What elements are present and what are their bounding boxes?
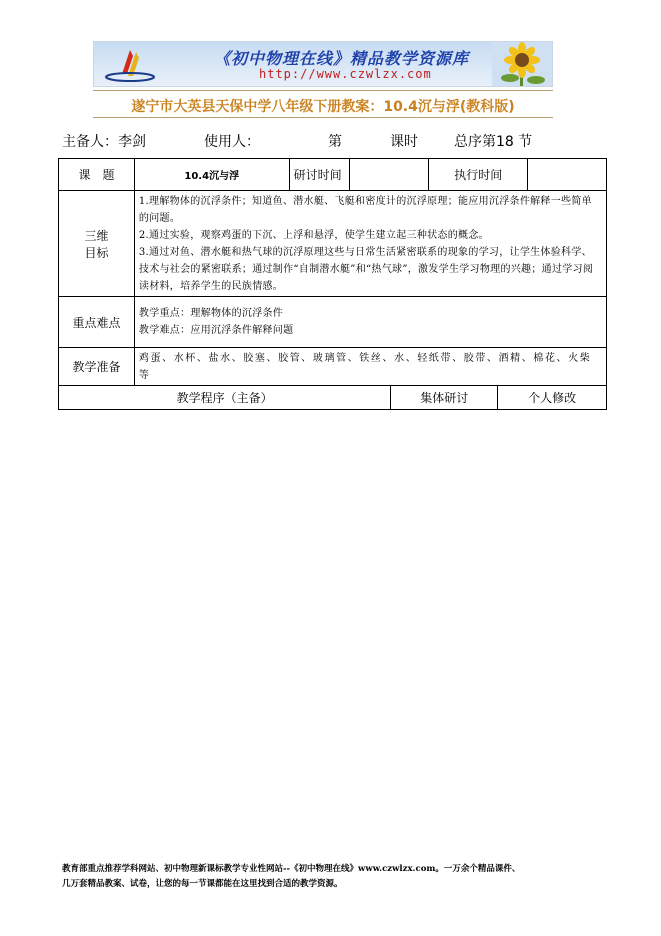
keypoints-row <box>59 297 607 348</box>
footer-line2: 几万套精品教案、试卷，让您的每一节课都能在这里找到合适的教学资源。 <box>62 879 343 889</box>
objective-item: 3.通过对鱼、潜水艇和热气球的沉浮原理这些与日常生活紧密联系的现象的学习，让学生体验科学、技术与社会的紧密联系；通过制作“自制潜水艇”和“热气球”，激发学生学习物理的兴趣；通过学习阅读材料，培养学生的民族情感。 <box>138 246 594 292</box>
total-sequence-label: 总序第18 节 <box>454 134 533 150</box>
research-time-value <box>350 159 429 191</box>
objectives-label <box>59 191 135 297</box>
personal-revision-label: 个人修改 <box>498 386 607 410</box>
document-title: 遂宁市大英县天保中学八年级下册教案：10.4沉与浮(教科版) <box>131 99 515 115</box>
page-footer <box>62 862 602 892</box>
objectives-content <box>134 191 606 297</box>
keypoints-label: 重点难点 <box>59 297 135 348</box>
header-banner <box>93 41 553 87</box>
research-time-label: 研讨时间 <box>289 159 350 191</box>
lesson-number-label: 第 <box>328 134 342 150</box>
collective-discussion-label: 集体研讨 <box>391 386 498 410</box>
preparation-label: 教学准备 <box>59 348 135 386</box>
lesson-plan-table <box>58 158 607 410</box>
keypoint-focus: 教学重点：理解物体的沉浮条件 <box>138 308 284 319</box>
topic-label: 课 题 <box>59 159 135 191</box>
site-logo-icon <box>100 46 160 84</box>
topic-row <box>59 159 607 191</box>
sunflower-icon <box>492 42 552 87</box>
objective-item: 2.通过实验，观察鸡蛋的下沉、上浮和悬浮，使学生建立起三种状态的概念。 <box>138 229 489 241</box>
header-divider <box>93 90 553 91</box>
execution-time-label: 执行时间 <box>429 159 528 191</box>
title-divider <box>93 117 553 118</box>
preparer-label: 主备人：李剑 <box>62 134 146 150</box>
user-label: 使用人： <box>204 134 260 150</box>
objectives-row <box>59 191 607 297</box>
topic-value: 10.4沉与浮 <box>134 159 289 191</box>
banner-title: 《初中物理在线》精品教学资源库 <box>214 49 470 68</box>
preparation-content: 鸡蛋、水杯、盐水、胶塞、胶管、玻璃管、铁丝、水、轻纸带、胶带、酒精、棉花、火柴等 <box>134 348 606 386</box>
objectives-label-line1: 三维 <box>84 228 109 243</box>
procedure-header-row <box>59 386 607 410</box>
footer-line1: 教育部重点推荐学科网站、初中物理新课标教学专业性网站--《初中物理在线》www.czwlzx.com。一万余个精品课件、 <box>62 864 521 874</box>
preparation-row <box>59 348 607 386</box>
execution-time-value <box>528 159 607 191</box>
procedure-label: 教学程序（主备） <box>59 386 391 410</box>
lesson-hours-label: 课时 <box>390 134 418 150</box>
banner-url[interactable]: http://www.czwlzx.com <box>259 67 432 81</box>
objective-item: 1.理解物体的沉浮条件；知道鱼、潜水艇、飞艇和密度计的沉浮原理；能应用沉浮条件解释一些简单的问题。 <box>138 195 592 224</box>
keypoints-content <box>134 297 606 348</box>
keypoint-difficulty: 教学难点：应用沉浮条件解释问题 <box>138 325 294 336</box>
objectives-label-line2: 目标 <box>84 245 109 260</box>
